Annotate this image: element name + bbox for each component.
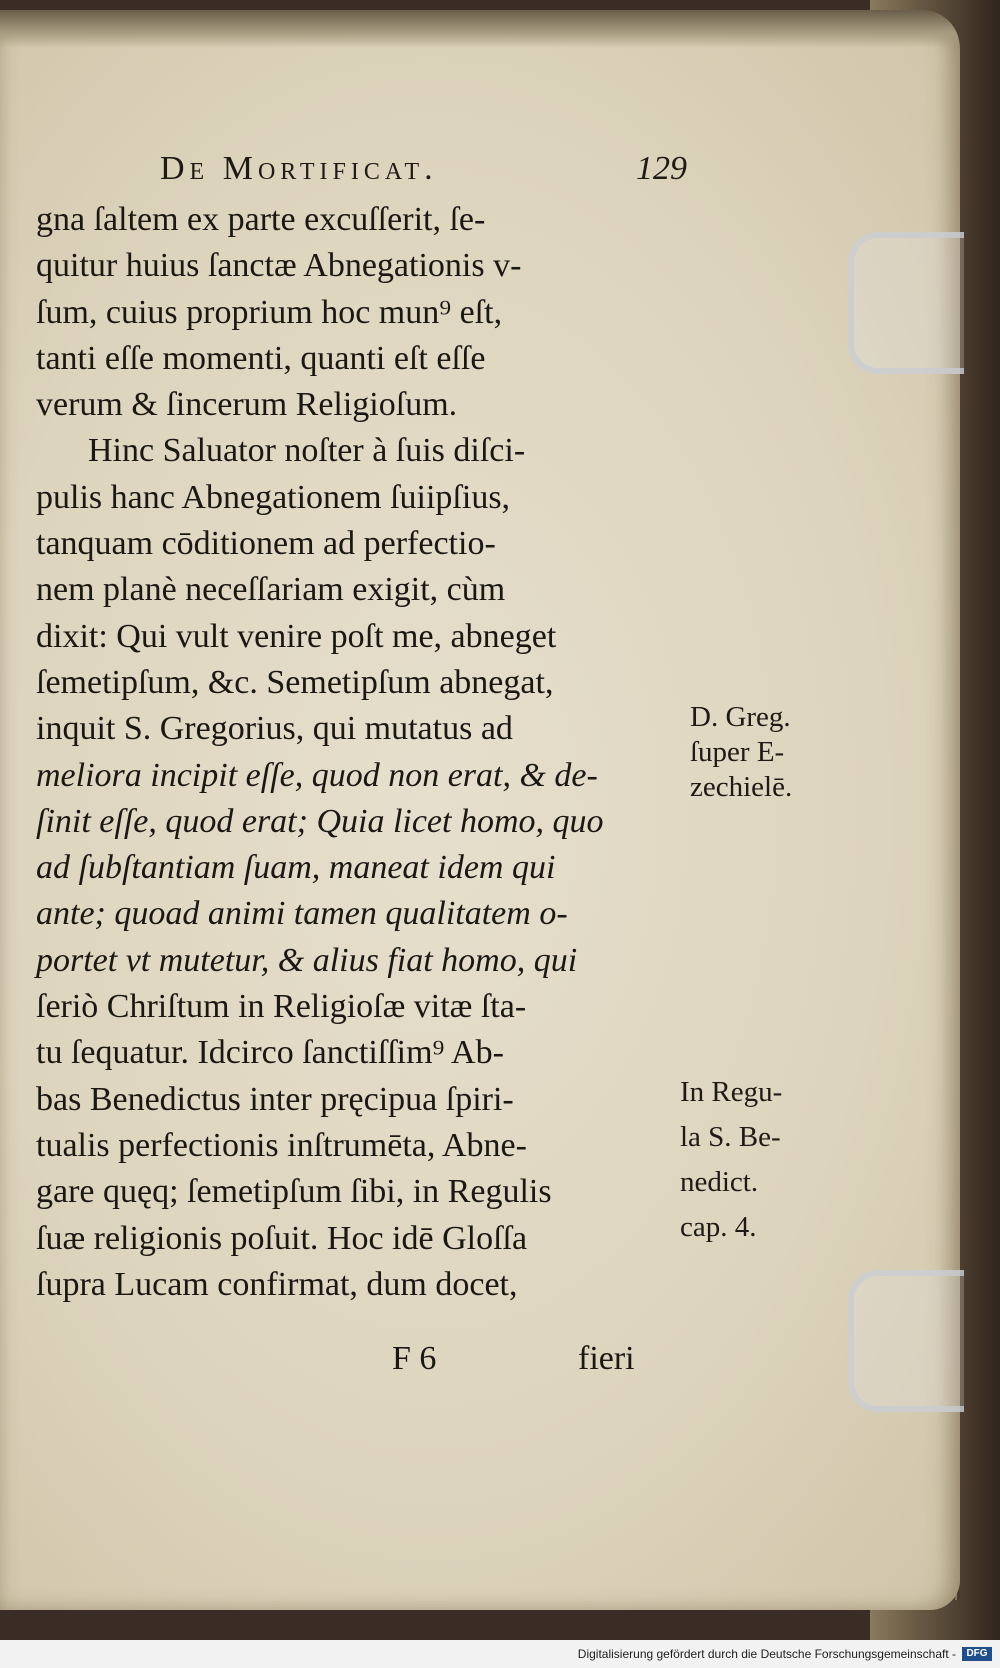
- text-line: ſinit eſſe, quod erat; Quia licet homo, quo: [36, 802, 604, 840]
- text-line: tu ſequatur. Idcirco ſanctiſſim⁹ Ab-: [36, 1034, 504, 1072]
- book-page: [0, 10, 960, 1610]
- margin-note-regula: [680, 1070, 782, 1250]
- footer-credit: Digitalisierung gefördert durch die Deutsche Forschungsgemeinschaft -: [577, 1647, 956, 1661]
- catchline: [0, 1340, 960, 1390]
- page-header: [0, 150, 960, 200]
- text-line: ante; quoad animi tamen qualitatem o-: [36, 895, 568, 933]
- text-line: portet vt mutetur, & alius fiat homo, qui: [36, 941, 578, 979]
- page-clip-top: [848, 232, 964, 374]
- text-line: ſeriò Chriſtum in Religioſæ vitæ ſta-: [36, 988, 527, 1026]
- text-line: gna ſaltem ex parte excuſſerit, ſe-: [36, 201, 486, 238]
- text-line: pulis hanc Abnegationem ſuiipſius,: [36, 478, 511, 516]
- margin-note-line: cap. 4.: [680, 1211, 757, 1243]
- margin-note-line: D. Greg.: [690, 701, 791, 733]
- top-fold-shadow: [0, 10, 960, 48]
- text-line: gare quęq; ſemetipſum ſibi, in Regulis: [36, 1173, 552, 1211]
- text-line: ſupra Lucam confirmat, dum docet,: [36, 1265, 518, 1303]
- digitization-footer: [0, 1640, 1000, 1668]
- text-line: verum & ſincerum Religioſum.: [36, 386, 458, 424]
- text-line: nem planè neceſſariam exigit, cùm: [36, 571, 506, 609]
- text-line: ad ſubſtantiam ſuam, maneat idem qui: [36, 849, 556, 887]
- signature-mark: F 6: [392, 1340, 437, 1377]
- text-line: ſum, cuius proprium hoc mun⁹ eſt,: [36, 293, 503, 331]
- margin-note-line: nedict.: [680, 1166, 759, 1198]
- text-line: bas Benedictus inter pręcipua ſpiri-: [36, 1080, 514, 1118]
- text-line: ſemetipſum, &c. Semetipſum abnegat,: [36, 663, 554, 701]
- text-line: tanti eſſe momenti, quanti eſt eſſe: [36, 339, 486, 377]
- catchword: fieri: [578, 1340, 635, 1377]
- running-title: De Mortificat.: [160, 150, 438, 187]
- margin-note-line: la S. Be-: [680, 1121, 781, 1153]
- text-line: inquit S. Gregorius, qui mutatus ad: [36, 710, 513, 748]
- text-line: tanquam cōditionem ad perfectio-: [36, 525, 496, 563]
- text-line: tualis perfectionis inſtrumēta, Abne-: [36, 1126, 527, 1164]
- margin-note-gregory: [690, 700, 792, 805]
- margin-note-line: ſuper E-: [690, 736, 785, 768]
- text-line: ſuæ religionis poſuit. Hoc idē Gloſſa: [36, 1219, 528, 1257]
- margin-note-line: zechielē.: [690, 771, 793, 803]
- page-number: 129: [636, 150, 687, 187]
- text-line: Hinc Saluator noſter à ſuis diſci-: [88, 432, 526, 470]
- page-clip-bottom: [848, 1270, 964, 1412]
- body-text: [36, 197, 686, 1308]
- text-line: dixit: Qui vult venire poſt me, abneget: [36, 617, 557, 655]
- text-line: quitur huius ſanctæ Abnegationis v-: [36, 247, 522, 285]
- margin-note-line: In Regu-: [680, 1076, 783, 1108]
- text-line: meliora incipit eſſe, quod non erat, & de-: [36, 756, 598, 794]
- dfg-logo: DFG: [962, 1647, 992, 1661]
